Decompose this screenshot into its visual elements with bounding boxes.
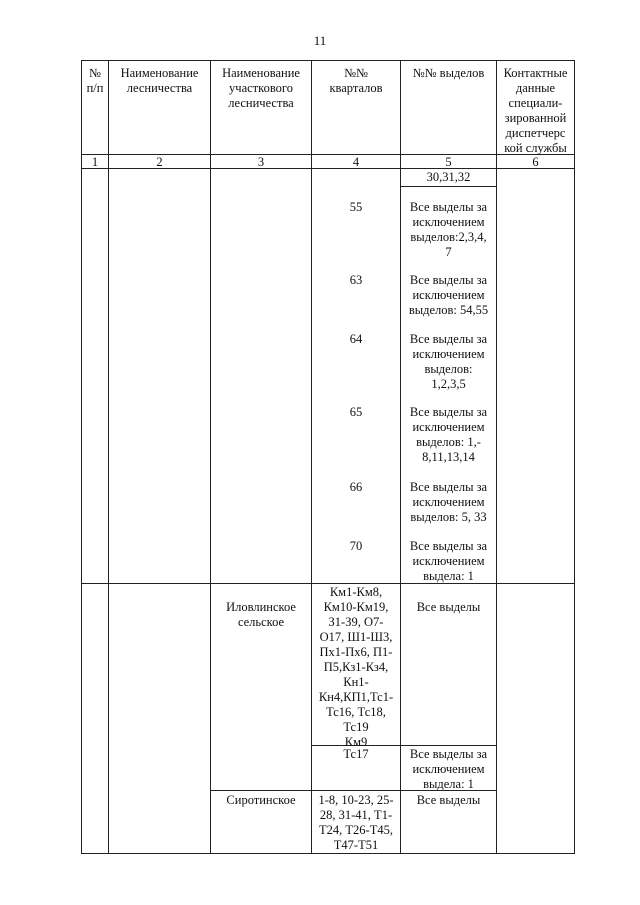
header-contacts: Контактные данные специали- зированной диспетчерс кой службы <box>503 66 568 155</box>
col-number-1: 1 <box>91 155 99 169</box>
kvartal-cell: Км1-Км8, Км10-Км19, З1-З9, О7- О17, Ш1-Ш3, Пх1-Пх6, П1- П5,Кз1-Кз4, Кн1- Кн4,КП1,Тс1- Тс16, Тс18, Тс19 Км9 <box>318 585 394 749</box>
first-vydel: 30,31,32 <box>426 170 471 184</box>
kvartal-cell: Тс17 <box>343 747 369 761</box>
kvartal-cell: 55 <box>349 200 363 214</box>
vydel-cell: Все выделы <box>416 793 481 807</box>
kvartal-cell: 66 <box>349 480 363 494</box>
vydel-cell: Все выделы за исключением выделов: 1,2,3,5 <box>409 332 488 391</box>
vydel-cell: Все выделы за исключением выдела: 1 <box>409 747 488 791</box>
vydel-cell: Все выделы за исключением выдела: 1 <box>409 539 488 583</box>
kvartal-cell: 64 <box>349 332 363 346</box>
district-sirotinskoe: Сиротинское <box>226 793 296 807</box>
vydel-cell: Все выделы <box>416 600 481 614</box>
col-number-5: 5 <box>445 155 452 169</box>
kvartal-cell: 63 <box>349 273 363 287</box>
kvartal-cell: 1-8, 10-23, 25- 28, 31-41, Т1- Т24, Т26-Т45, Т47-Т51 <box>318 793 394 852</box>
col-number-4: 4 <box>352 155 360 169</box>
kvartal-cell: 65 <box>349 405 363 419</box>
vydel-cell: Все выделы за исключением выделов: 5, 33 <box>409 480 488 524</box>
col-number-6: 6 <box>532 155 539 169</box>
header-compartments: №№ выделов <box>412 66 485 80</box>
header-district-forestry: Наименование участкового лесничества <box>222 66 300 110</box>
header-forestry: Наименование лесничества <box>120 66 199 95</box>
kvartal-cell: 70 <box>349 539 363 553</box>
vydel-cell: Все выделы за исключением выделов:2,3,4, 7 <box>409 200 488 259</box>
vydel-cell: Все выделы за исключением выделов: 1,- 8,11,13,14 <box>409 405 488 464</box>
col-number-2: 2 <box>156 155 163 169</box>
header-number: № п/п <box>86 66 104 95</box>
page-number: 11 <box>313 33 327 48</box>
header-quarters: №№ кварталов <box>329 66 383 95</box>
district-ilovlinskoe: Иловлинское сельское <box>226 600 296 629</box>
vydel-cell: Все выделы за исключением выделов: 54,55 <box>408 273 489 317</box>
col-number-3: 3 <box>257 155 265 169</box>
